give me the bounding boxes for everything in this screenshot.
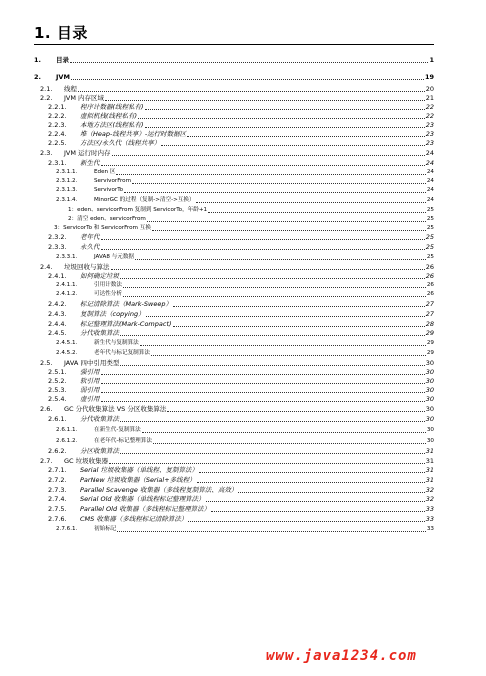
toc-entry[interactable] bbox=[56, 426, 434, 434]
toc-entry-title: Serial 垃圾收集器（单线程、复制算法） bbox=[80, 466, 198, 474]
toc-entry-title: GC 分代收集算法 VS 分区收集算法 bbox=[64, 405, 167, 413]
toc-entry-title: CMS 收集器（多线程标记清除算法） bbox=[80, 515, 188, 523]
toc-page-number: 26 bbox=[426, 282, 434, 288]
toc-page-number: 31 bbox=[425, 476, 434, 484]
toc-entry-title: 1：eden、servicorFrom 复制到 ServicorTo，年龄+1 bbox=[68, 207, 208, 213]
toc-entry-number: 2.4. bbox=[40, 263, 53, 271]
toc-entry-number: 2.4.1.1. bbox=[56, 282, 78, 288]
toc-entry-number: 2.7.6. bbox=[48, 515, 67, 523]
toc-leader-dots bbox=[152, 229, 426, 231]
toc-entry-title: 本地方法区(线程私有) bbox=[80, 121, 144, 129]
toc-entry-title: 分区收集算法 bbox=[80, 447, 119, 455]
toc-entry-title: 线程 bbox=[64, 85, 77, 93]
toc-entry-number: 2. bbox=[34, 73, 41, 81]
toc-entry[interactable] bbox=[48, 476, 434, 484]
toc-page-number: 24 bbox=[426, 187, 434, 193]
toc-entry-title: 在新生代-复制算法 bbox=[94, 427, 141, 433]
toc-entry-number: 2.2.5. bbox=[48, 139, 67, 147]
toc-leader-dots bbox=[101, 391, 425, 393]
toc-page-number: 29 bbox=[426, 350, 434, 356]
toc-entry[interactable] bbox=[48, 310, 434, 318]
toc-page-number: 27 bbox=[425, 310, 434, 318]
toc-leader-dots bbox=[153, 442, 426, 444]
toc-entry[interactable] bbox=[40, 94, 434, 102]
toc-leader-dots bbox=[199, 471, 425, 473]
toc-leader-dots bbox=[188, 520, 424, 522]
toc-entry-title: MinorGC 的过程（复制->清空->互换） bbox=[94, 197, 195, 203]
toc-entry-number: 2.2.3. bbox=[48, 121, 67, 129]
toc-entry-title: 新生代与复制算法 bbox=[94, 340, 139, 346]
toc-entry-title: ParNew 垃圾收集器（Serial+多线程） bbox=[80, 476, 196, 484]
toc-entry-number: 2.6.2. bbox=[48, 447, 67, 455]
toc-entry-number: 2.5.4. bbox=[48, 395, 67, 403]
toc-entry[interactable] bbox=[48, 139, 434, 147]
toc-page-number: 27 bbox=[425, 300, 434, 308]
toc-leader-dots bbox=[111, 268, 425, 270]
toc-page-number: 24 bbox=[426, 197, 434, 203]
toc-page-number: 22 bbox=[425, 103, 434, 111]
toc-entry[interactable] bbox=[48, 130, 434, 138]
toc-leader-dots bbox=[101, 248, 425, 250]
toc-leader-dots bbox=[120, 452, 425, 454]
toc-entry-number: 2.4.5.2. bbox=[56, 350, 78, 356]
toc-leader-dots bbox=[120, 420, 425, 422]
toc-entry-number: 2.6.1. bbox=[48, 415, 67, 423]
toc-entry[interactable] bbox=[48, 329, 434, 337]
toc-entry[interactable] bbox=[68, 215, 434, 223]
toc-page-number: 26 bbox=[425, 263, 434, 271]
toc-leader-dots bbox=[117, 530, 425, 532]
toc-entry-number: 1. bbox=[34, 56, 41, 64]
toc-entry-title: JVM bbox=[56, 73, 70, 81]
toc-entry-number: 2.7.2. bbox=[48, 476, 67, 484]
toc-leader-dots bbox=[197, 481, 425, 483]
toc-entry[interactable] bbox=[48, 243, 434, 251]
toc-leader-dots bbox=[105, 99, 425, 101]
toc-leader-dots bbox=[135, 258, 426, 260]
toc-entry[interactable] bbox=[54, 224, 434, 232]
toc-entry-number: 2.3. bbox=[40, 149, 53, 157]
toc-leader-dots bbox=[101, 373, 425, 375]
toc-entry-number: 2.6. bbox=[40, 405, 53, 413]
toc-entry-title: 虚拟机栈(线程私有) bbox=[80, 112, 138, 120]
toc-entry[interactable] bbox=[48, 486, 434, 494]
toc-entry[interactable] bbox=[40, 263, 434, 271]
title-divider bbox=[34, 44, 434, 45]
toc-entry-title: 方法区/永久代（线程共享） bbox=[80, 139, 161, 147]
toc-entry-title: 分代收集算法 bbox=[80, 415, 119, 423]
toc-entry[interactable] bbox=[56, 196, 434, 204]
toc-page-number: 25 bbox=[426, 254, 434, 260]
toc-entry[interactable] bbox=[56, 186, 434, 194]
toc-entry[interactable] bbox=[34, 73, 434, 81]
toc-leader-dots bbox=[78, 90, 425, 92]
toc-entry[interactable] bbox=[56, 339, 434, 347]
toc-entry[interactable] bbox=[56, 253, 434, 261]
toc-entry-number: 2.3.1.1. bbox=[56, 169, 78, 175]
toc-entry-number: 2.2.2. bbox=[48, 112, 67, 120]
toc-entry-title: 垃圾回收与算法 bbox=[64, 263, 110, 271]
toc-entry-title: 堆（Heap-线程共享）-运行时数据区 bbox=[80, 130, 187, 138]
toc-page-number: 30 bbox=[425, 359, 434, 367]
toc-leader-dots bbox=[101, 238, 425, 240]
toc-page-number: 32 bbox=[425, 495, 434, 503]
toc-entry[interactable] bbox=[56, 437, 434, 445]
toc-page-number: 33 bbox=[425, 505, 434, 513]
toc-entry[interactable] bbox=[48, 272, 434, 280]
toc-leader-dots bbox=[116, 173, 425, 175]
toc-entry-title: 弱引用 bbox=[80, 386, 100, 394]
toc-entry-title: Serial Old 收集器（单线程标记整理算法） bbox=[80, 495, 205, 503]
toc-page-number: 30 bbox=[425, 405, 434, 413]
toc-page-number: 30 bbox=[426, 438, 434, 444]
toc-entry[interactable] bbox=[48, 377, 434, 385]
toc-entry[interactable] bbox=[40, 359, 434, 367]
toc-entry-title: JVM 运行时内存 bbox=[64, 149, 111, 157]
toc-leader-dots bbox=[112, 154, 425, 156]
toc-page-number: 20 bbox=[425, 85, 434, 93]
toc-entry[interactable] bbox=[48, 466, 434, 474]
toc-page-number: 26 bbox=[425, 272, 434, 280]
toc-leader-dots bbox=[142, 431, 426, 433]
toc-entry[interactable] bbox=[48, 415, 434, 423]
toc-entry-number: 2.7. bbox=[40, 457, 53, 465]
toc-page-number: 24 bbox=[425, 149, 434, 157]
toc-page-number: 30 bbox=[425, 377, 434, 385]
toc-leader-dots bbox=[208, 211, 426, 213]
toc-page-number: 25 bbox=[425, 233, 434, 241]
toc-leader-dots bbox=[238, 491, 424, 493]
toc-entry-number: 2.6.1.1. bbox=[56, 427, 78, 433]
toc-entry-title: 2：清空 eden、servicorFrom bbox=[68, 216, 146, 222]
toc-entry-number: 2.3.3. bbox=[48, 243, 67, 251]
toc-entry[interactable] bbox=[48, 103, 434, 111]
toc-leader-dots bbox=[147, 220, 426, 222]
toc-entry-number: 2.5.1. bbox=[48, 368, 67, 376]
toc-entry-title: 新生代 bbox=[80, 159, 100, 167]
toc-entry-title: JAVA8 与元数据 bbox=[94, 254, 135, 260]
toc-entry-title: ServivorTo bbox=[94, 187, 124, 193]
toc-entry-title: 分代收集算法 bbox=[80, 329, 119, 337]
toc-entry-number: 2.4.1. bbox=[48, 272, 67, 280]
toc-entry[interactable] bbox=[56, 177, 434, 185]
toc-leader-dots bbox=[132, 182, 426, 184]
toc-leader-dots bbox=[187, 135, 425, 137]
toc-entry-number: 2.2.1. bbox=[48, 103, 67, 111]
toc-page-number: 30 bbox=[425, 415, 434, 423]
toc-page-number: 25 bbox=[426, 225, 434, 231]
toc-entry-title: 3：ServicorTo 和 ServicorFrom 互换 bbox=[54, 225, 151, 231]
toc-entry-number: 2.4.5. bbox=[48, 329, 67, 337]
toc-entry[interactable] bbox=[40, 405, 434, 413]
toc-page-number: 30 bbox=[425, 386, 434, 394]
toc-page-number: 32 bbox=[425, 486, 434, 494]
toc-entry-title: Eden 区 bbox=[94, 169, 116, 175]
toc-entry[interactable] bbox=[48, 121, 434, 129]
toc-entry[interactable] bbox=[48, 515, 434, 523]
toc-leader-dots bbox=[206, 500, 425, 502]
toc-leader-dots bbox=[146, 315, 425, 317]
toc-page-number: 23 bbox=[425, 121, 434, 129]
toc-entry-number: 2.5. bbox=[40, 359, 53, 367]
toc-entry-number: 2.3.2. bbox=[48, 233, 67, 241]
toc-leader-dots bbox=[71, 78, 424, 80]
toc-entry-title: 标记清除算法（Mark-Sweep） bbox=[80, 300, 172, 308]
toc-entry-number: 2.7.4. bbox=[48, 495, 67, 503]
toc-entry[interactable] bbox=[48, 320, 434, 328]
toc-entry-number: 2.7.6.1. bbox=[56, 526, 78, 532]
toc-entry-number: 2.6.1.2. bbox=[56, 438, 78, 444]
toc-entry-number: 2.2. bbox=[40, 94, 53, 102]
toc-page-number: 21 bbox=[425, 94, 434, 102]
toc-entry-number: 2.3.1.2. bbox=[56, 178, 78, 184]
toc-entry[interactable] bbox=[48, 159, 434, 167]
toc-page-number: 24 bbox=[426, 178, 434, 184]
toc-page-number: 31 bbox=[425, 466, 434, 474]
toc-entry-number: 2.3.1.3. bbox=[56, 187, 78, 193]
toc-entry-number: 2.3.1.4. bbox=[56, 197, 78, 203]
toc-entry-title: JVM 内存区域 bbox=[64, 94, 105, 102]
toc-leader-dots bbox=[120, 277, 425, 279]
toc-entry[interactable] bbox=[48, 112, 434, 120]
toc-page-number: 30 bbox=[425, 395, 434, 403]
toc-entry[interactable] bbox=[56, 290, 434, 298]
toc-entry-title: 虚引用 bbox=[80, 395, 100, 403]
toc-entry-number: 2.3.3.1. bbox=[56, 254, 78, 260]
toc-leader-dots bbox=[124, 191, 426, 193]
toc-leader-dots bbox=[109, 462, 425, 464]
toc-entry[interactable] bbox=[56, 168, 434, 176]
toc-entry[interactable] bbox=[68, 206, 434, 214]
toc-entry-title: 复制算法（copying） bbox=[80, 310, 145, 318]
toc-entry-number: 2.1. bbox=[40, 85, 53, 93]
toc-page-number: 30 bbox=[425, 368, 434, 376]
toc-leader-dots bbox=[123, 295, 426, 297]
toc-page-number: 31 bbox=[425, 447, 434, 455]
toc-entry-number: 2.2.4. bbox=[48, 130, 67, 138]
toc-entry-title: 标记整理算法(Mark-Compact) bbox=[80, 320, 172, 328]
toc-entry-title: 强引用 bbox=[80, 368, 100, 376]
toc-entry-number: 2.5.3. bbox=[48, 386, 67, 394]
toc-page-number: 24 bbox=[425, 159, 434, 167]
toc-entry-number: 2.3.1. bbox=[48, 159, 67, 167]
toc-leader-dots bbox=[173, 325, 425, 327]
toc-leader-dots bbox=[101, 164, 425, 166]
toc-entry-title: 引用计数法 bbox=[94, 282, 122, 288]
toc-leader-dots bbox=[123, 286, 426, 288]
toc-entry[interactable] bbox=[40, 149, 434, 157]
toc-entry-number: 2.4.1.2. bbox=[56, 291, 78, 297]
toc-leader-dots bbox=[151, 354, 426, 356]
toc-entry-title: 老年代 bbox=[80, 233, 100, 241]
toc-leader-dots bbox=[70, 61, 428, 63]
toc-leader-dots bbox=[120, 334, 425, 336]
toc-entry-title: 软引用 bbox=[80, 377, 100, 385]
toc-entry-title: Parallel Scavenge 收集器（多线程复制算法、高效） bbox=[80, 486, 238, 494]
toc-entry-title: 永久代 bbox=[80, 243, 100, 251]
toc-entry[interactable] bbox=[56, 281, 434, 289]
toc-entry-number: 2.7.3. bbox=[48, 486, 67, 494]
toc-page-number: 33 bbox=[425, 515, 434, 523]
toc-page-number: 25 bbox=[425, 243, 434, 251]
toc-entry[interactable] bbox=[48, 233, 434, 241]
toc-entry[interactable] bbox=[48, 505, 434, 513]
toc-entry[interactable] bbox=[48, 495, 434, 503]
toc-leader-dots bbox=[145, 108, 425, 110]
toc-leader-dots bbox=[196, 201, 426, 203]
toc-entry[interactable] bbox=[48, 386, 434, 394]
toc-entry-number: 2.7.1. bbox=[48, 466, 67, 474]
toc-entry[interactable] bbox=[40, 457, 434, 465]
toc-page-number: 33 bbox=[426, 526, 434, 532]
toc-entry[interactable] bbox=[40, 85, 434, 93]
toc-entry-title: Parallel Old 收集器（多线程标记整理算法） bbox=[80, 505, 211, 513]
toc-page-number: 26 bbox=[426, 291, 434, 297]
toc-leader-dots bbox=[211, 510, 425, 512]
toc-entry-title: 初始标记 bbox=[94, 526, 117, 532]
toc-entry-title: JAVA 四中引用类型 bbox=[64, 359, 120, 367]
toc-leader-dots bbox=[101, 382, 425, 384]
toc-entry-title: ServivorFrom bbox=[94, 178, 132, 184]
toc-page-number: 22 bbox=[425, 112, 434, 120]
toc-entry-number: 2.5.2. bbox=[48, 377, 67, 385]
toc-leader-dots bbox=[138, 117, 425, 119]
toc-page-number: 31 bbox=[425, 457, 434, 465]
toc-page-number: 25 bbox=[426, 207, 434, 213]
toc-entry-title: 在老年代-标记整理算法 bbox=[94, 438, 152, 444]
toc-entry-title: 目录 bbox=[56, 56, 69, 64]
toc-entry[interactable] bbox=[34, 56, 434, 64]
toc-entry[interactable] bbox=[48, 368, 434, 376]
toc-leader-dots bbox=[140, 344, 426, 346]
toc-entry-number: 2.4.2. bbox=[48, 300, 67, 308]
toc-entry-title: 如何确定垃圾 bbox=[80, 272, 119, 280]
toc-page-number: 29 bbox=[426, 340, 434, 346]
toc-entry[interactable] bbox=[48, 447, 434, 455]
toc-leader-dots bbox=[167, 410, 424, 412]
toc-entry-title: 程序计数器(线程私有) bbox=[80, 103, 144, 111]
toc-leader-dots bbox=[173, 305, 425, 307]
toc-entry-number: 2.4.5.1. bbox=[56, 340, 78, 346]
toc-page-number: 24 bbox=[426, 169, 434, 175]
toc-entry-number: 2.4.4. bbox=[48, 320, 67, 328]
watermark: www.java1234.com bbox=[266, 648, 417, 664]
page-title: 1. 目录 bbox=[34, 24, 88, 42]
toc-page-number: 23 bbox=[425, 139, 434, 147]
toc-page-number: 1 bbox=[429, 56, 434, 64]
toc-entry-title: GC 垃圾收集器 bbox=[64, 457, 109, 465]
toc-page-number: 19 bbox=[424, 73, 434, 81]
toc-leader-dots bbox=[161, 144, 425, 146]
toc-page-number: 23 bbox=[425, 130, 434, 138]
toc-entry-title: 老年代与标记复制算法 bbox=[94, 350, 150, 356]
toc-leader-dots bbox=[145, 126, 425, 128]
toc-entry[interactable] bbox=[56, 349, 434, 357]
toc-leader-dots bbox=[120, 364, 424, 366]
toc-entry-number: 2.7.5. bbox=[48, 505, 67, 513]
toc-entry[interactable] bbox=[48, 395, 434, 403]
toc-entry[interactable] bbox=[48, 300, 434, 308]
toc-entry-title: 可达性分析 bbox=[94, 291, 122, 297]
toc-entry-number: 2.4.3. bbox=[48, 310, 67, 318]
toc-page-number: 28 bbox=[425, 320, 434, 328]
toc-entry[interactable] bbox=[56, 525, 434, 533]
toc-page-number: 30 bbox=[426, 427, 434, 433]
toc-leader-dots bbox=[101, 400, 425, 402]
toc-page-number: 29 bbox=[425, 329, 434, 337]
toc-page-number: 25 bbox=[426, 216, 434, 222]
